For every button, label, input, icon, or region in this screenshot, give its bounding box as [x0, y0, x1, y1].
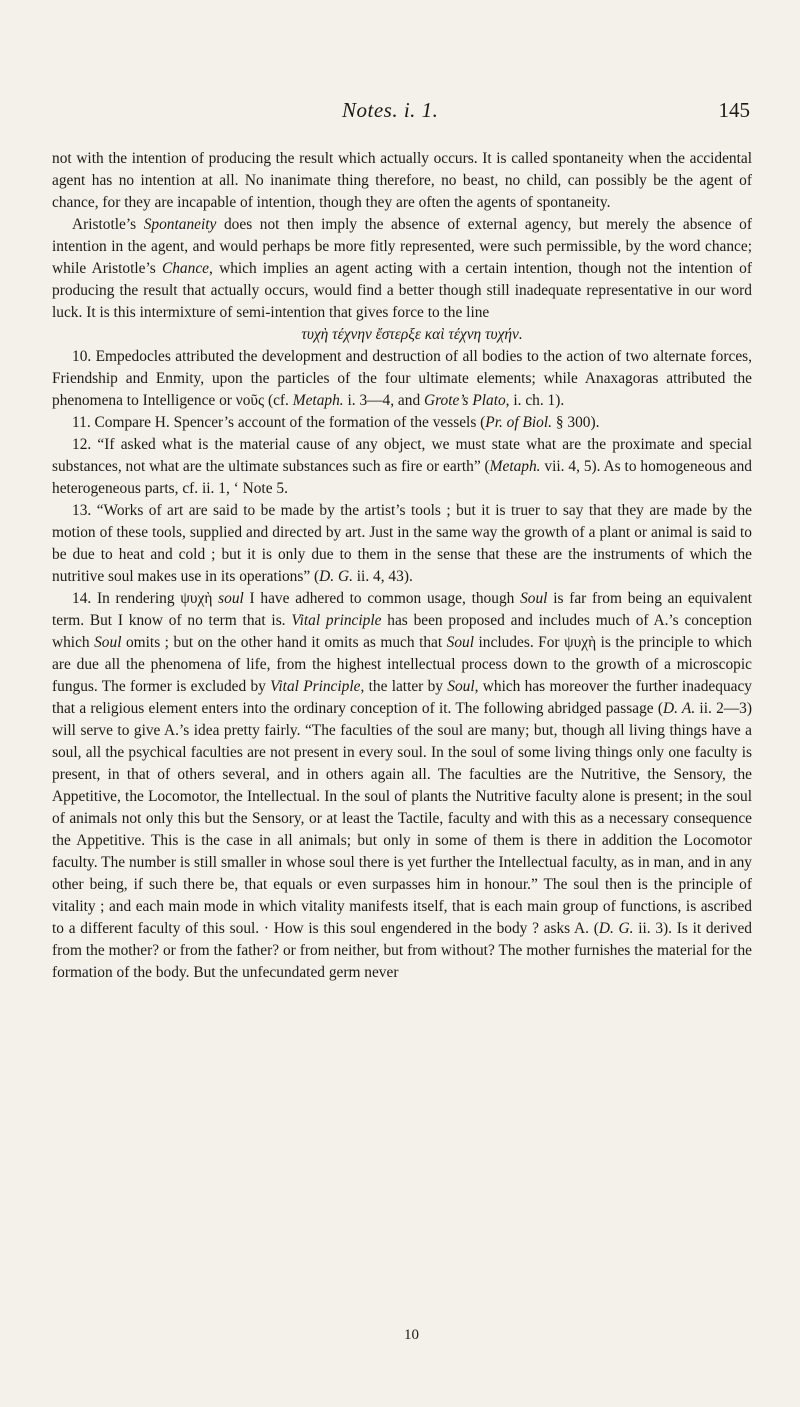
signature-mark: 10 — [404, 1327, 419, 1343]
text-run: includes. For ψυχὴ is the principle to which are due all the phenomena of life, from the highest intellectual process down to the growth of a microscopic fungus. The former is excluded by — [52, 634, 752, 695]
notes-body — [52, 148, 752, 984]
text-run: I have adhered to common usage, though — [243, 590, 521, 607]
text-run: 11. Compare H. Spencer’s account of the formation of the vessels ( — [72, 414, 486, 431]
running-head: Notes. i. 1. — [342, 98, 439, 122]
text-run: omits ; but on the other hand it omits as much that — [121, 634, 447, 651]
text-run: i. 3—4, and — [343, 392, 425, 409]
text-run: ii. 3). Is it derived from the mother? or from the father? or from neither, but from without? The mother furnishes the material for the formation of the body. But the unfecundated germ never — [52, 920, 752, 981]
text-run: , i. ch. 1). — [505, 392, 565, 409]
text-run: not with the intention of producing the result which actually occurs. It is called spontaneity when the accidental agent has no intention at all. No inanimate thing therefore, no beast, no child, can possibly be the agent of chance, for they are incapable of intention, though they are often the agents of spontaneity. — [52, 150, 752, 211]
italic-run: Soul — [446, 634, 475, 651]
italic-run: Metaph. — [292, 392, 344, 409]
text-run: is far from being an equivalent term. But I know of no term that is. — [52, 590, 753, 629]
text-run: , which implies an agent acting with a certain intention, though not the intention of producing the result that actually occurs, would find a better though still inadequate representative in our word luck. It is this intermixture of semi-intention that gives force to the line — [52, 260, 753, 321]
italic-run: Vital principle — [291, 612, 382, 629]
text-run: does not then imply the absence of external agency, but merely the absence of intention in the agent, and would perhaps be more fitly represented, were such permissible, by the word chance; while Aristotle’s — [52, 216, 752, 277]
text-run: , which has moreover the further inadequacy that a religious element enters into the ordinary conception of it. The following abridged passage ( — [52, 678, 753, 717]
italic-run: D. G. — [319, 568, 353, 585]
verse-line — [52, 324, 752, 346]
text-run: 13. “Works of art are said to be made by the artist’s tools ; but it is truer to say that they are made by the motion of these tools, supplied and directed by art. Just in the same way the growth of a plant or animal is said to be due to heat and cold ; but it is only due to them in the sense that these are the instruments of which the nutritive soul makes use in its operations” ( — [52, 502, 752, 585]
text-run: ii. 4, 43). — [352, 568, 413, 585]
paragraph-continued — [52, 148, 752, 214]
text-run: has been proposed and includes much of A.’s conception which — [52, 612, 752, 651]
text-run: 10. Empedocles attributed the development and destruction of all bodies to the action of two alternate forces, Friendship and Enmity, upon the particles of the four ultimate elements; while Anaxagoras attributed the phenomena to Intelligence or νοῦς (cf. — [52, 348, 752, 409]
page-header — [52, 98, 752, 128]
text-run: τυχὴ τέχνην ἔστερξε καὶ τέχνη τυχήν. — [301, 326, 523, 343]
page-number: 145 — [718, 98, 750, 122]
paragraph-note-12 — [52, 434, 752, 500]
paragraph-p-aristotle-spontaneity — [52, 214, 752, 324]
book-page — [52, 0, 752, 1407]
italic-run: Soul — [520, 590, 548, 607]
text-run: § 300). — [552, 414, 600, 431]
paragraph-note-10 — [52, 346, 752, 412]
italic-run: Metaph. — [489, 458, 541, 475]
text-run: 14. In rendering ψυχὴ — [72, 590, 219, 607]
italic-run: Vital Principle — [270, 678, 361, 695]
italic-run: D. A. — [662, 700, 696, 717]
paragraph-note-11 — [52, 412, 752, 434]
italic-run: Grote’s Plato — [424, 392, 506, 409]
paragraph-note-14 — [52, 588, 752, 984]
italic-run: soul — [218, 590, 244, 607]
italic-run: Soul — [447, 678, 475, 695]
italic-run: Pr. of Biol. — [485, 414, 552, 431]
italic-run: Spontaneity — [143, 216, 217, 233]
italic-run: Chance — [161, 260, 209, 277]
text-run: Aristotle’s — [72, 216, 144, 233]
italic-run: Soul — [94, 634, 122, 651]
italic-run: D. G. — [598, 920, 634, 937]
text-run: , the latter by — [360, 678, 448, 695]
text-run: vii. 4, 5). As to homogeneous and heterogeneous parts, cf. ii. 1, ‘ Note 5. — [52, 458, 752, 497]
text-run: ii. 2—3) will serve to give A.’s idea pretty fairly. “The faculties of the soul are many; but, though all living things have a soul, all the psychical faculties are not present in every soul. In the soul of some living things only one faculty is present, in that of others several, and in others again all. The faculties are the Nutritive, the Sensory, the Appetitive, the Locomotor, the Intellectual. In the soul of plants the Nutritive faculty alone is present; in the soul of animals not only this but the Sensory, or at least the Tactile, faculty and with this as a necessary consequence the Appetitive. This is the case in all animals; but only in some of them is there in addition the Locomotor faculty. The number is still smaller in whose soul there is yet further the Intellectual faculty, as in man, and in any other being, if such there be, that equals or even surpasses him in honour.” The soul then is the principle of vitality ; and each main mode in which vitality manifests itself, that is each main group of functions, is ascribed to a different faculty of this soul. · How is this soul engendered in the body ? asks A. ( — [52, 700, 752, 937]
text-run: 12. “If asked what is the material cause of any object, we must state what are the proximate and special substances, not what are the ultimate substances such as fire or earth” ( — [52, 436, 752, 475]
paragraph-note-13 — [52, 500, 752, 588]
